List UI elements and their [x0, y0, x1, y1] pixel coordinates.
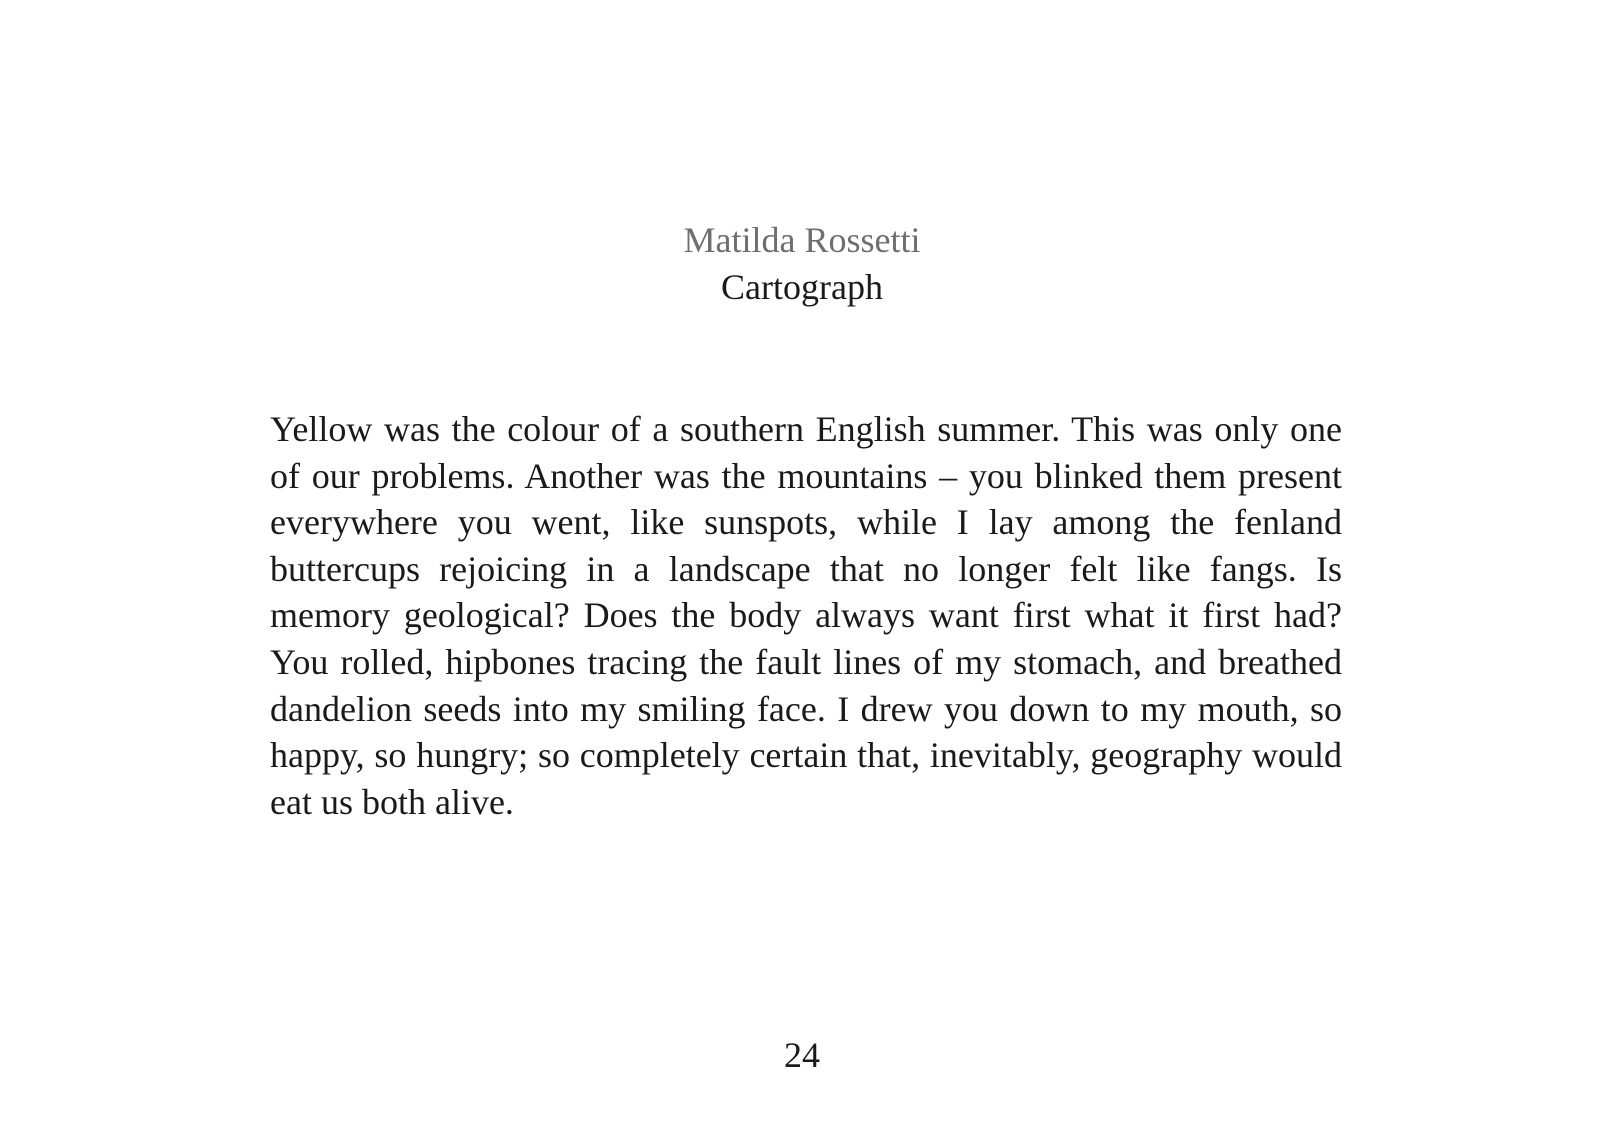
poem-header — [0, 218, 1604, 312]
prose-poem-text: Yellow was the colour of a southern English summer. This was only one of our problems. Another was the mountains – you blinked them present everywhere you went, like sunspots, while I lay among the fenland buttercups rejoicing in a landscape that no longer felt like fangs. Is memory geological? Does the body always want first what it first had? You rolled, hipbones tracing the fault lines of my stomach, and breathed dandelion seeds into my smiling face. I drew you down to my mouth, so happy, so hungry; so completely certain that, inevitably, geography would eat us both alive. — [270, 409, 1342, 822]
author-name: Matilda Rossetti — [683, 220, 921, 260]
poem-title: Cartograph — [721, 267, 883, 307]
page-number: 24 — [784, 1035, 820, 1075]
